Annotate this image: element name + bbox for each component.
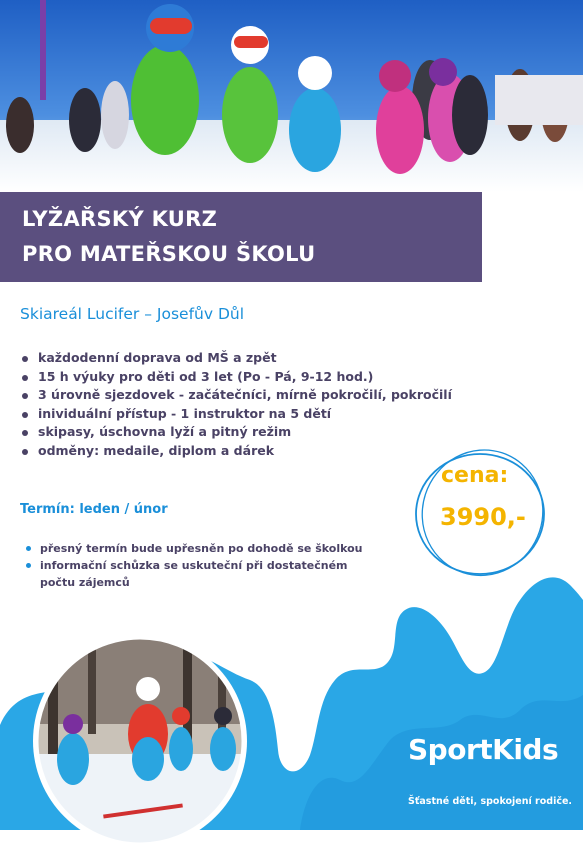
- feature-item: 15 h výuky pro děti od 3 let (Po - Pá, 9-12 hod.): [20, 368, 452, 387]
- price-value: 3990,-: [440, 503, 526, 531]
- term-heading: Termín: leden / únor: [20, 502, 168, 517]
- note-item: přesný termín bude upřesněn po dohodě se školkou: [26, 540, 406, 557]
- location-heading: Skiareál Lucifer – Josefův Důl: [20, 305, 245, 323]
- hero-photo-illustration: [0, 0, 583, 192]
- feature-item: 3 úrovně sjezdovek - začátečníci, mírně pokročilí, pokročilí: [20, 386, 452, 405]
- tagline: Šťastné děti, spokojení rodiče.: [408, 796, 573, 807]
- note-item: informační schůzka se uskuteční při dostatečném počtu zájemců: [26, 557, 370, 591]
- price-label: cena:: [441, 463, 509, 488]
- feature-item: skipasy, úschovna lyží a pitný režim: [20, 423, 452, 442]
- feature-item: inividuální přístup - 1 instruktor na 5 dětí: [20, 405, 452, 424]
- feature-list: [20, 349, 452, 461]
- feature-item: každodenní doprava od MŠ a zpět: [20, 349, 452, 368]
- title-line-1: LYŽAŘSKÝ KURZ: [22, 207, 218, 231]
- title-banner: [0, 192, 482, 282]
- sportkids-logo: SportKids: [408, 733, 559, 766]
- feature-item: odměny: medaile, diplom a dárek: [20, 442, 452, 461]
- children-skiing-photo: [33, 634, 247, 848]
- title-line-2: PRO MATEŘSKOU ŠKOLU: [22, 242, 316, 266]
- hero-photo: [0, 0, 583, 192]
